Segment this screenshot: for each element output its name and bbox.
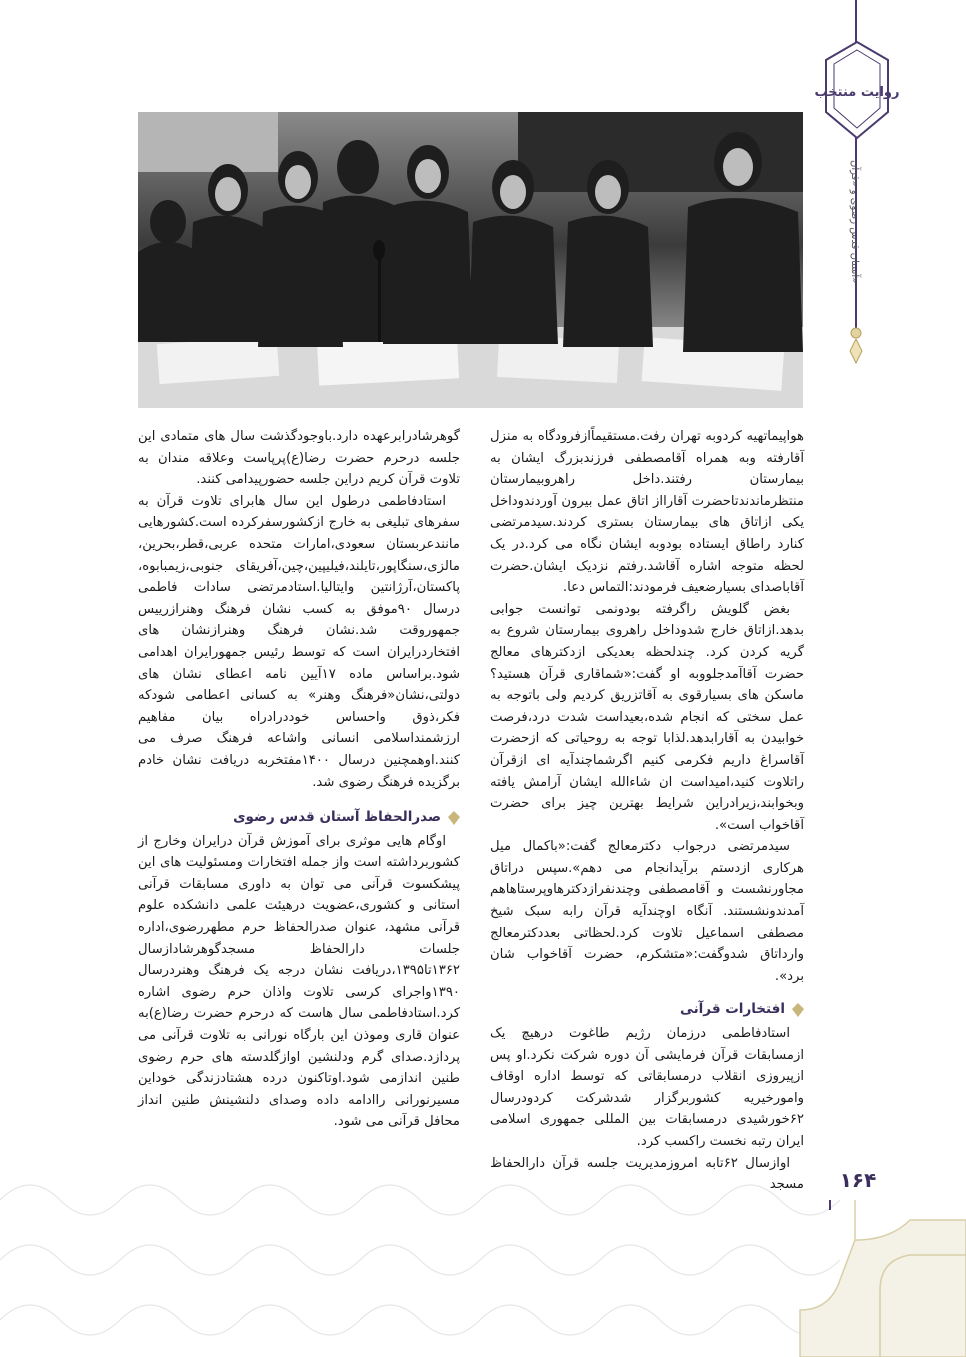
body-paragraph: سیدمرتضی درجواب دکترمعالج گفت:«باکمال میل هرکاری ازدستم برآیدانجام می دهم».سپس دراتاق مجاورنشست و آقامصطفی وچندنفرازدکترهاوپرستاهاهم آمدندونشستند. آنگاه اوچندآیه قرآن رابه سبک شیخ مصطفی اسماعیل تلاوت کرد.لحظاتی بعددکترمعالج وارداتاق شدوگفت:«متشکرم، حضرت آقاخواب شان برد». (490, 839, 804, 984)
section-heading-text: افتخارات قرآنی (679, 1001, 785, 1018)
section-heading-quranic-honors (490, 999, 804, 1021)
historical-photo (138, 112, 803, 408)
body-paragraph: استادفاطمی درطول این سال هابرای تلاوت قرآن به سفرهای تبلیغی به خارج ازکشورسفرکرده است.کشورهایی مانندعربستان سعودی،امارات متحده عربی،قطر،بحرین، مالزی،سنگاپور،تایلند،فیلیپین،چین،آفریقای جنوبی،زیمبابوه، پاکستان،آرژانتین وایتالیا.استادمرتضی سادات فاطمی درسال ۹۰موفق به کسب نشان فرهنگ وهنرازرییس جمهوروقت شد.نشان فرهنگ وهنرازنشان های افتخاردرایران است که توسط رئیس جمهورایران اهدامی شود.براساس ماده ۱۷آیین نامه اعطای نشان های دولتی،نشان«فرهنگ وهنر» به کسانی اعطامی شودکه فکر،ذوق واحساس خوددرادراه بیان مفاهیم ارزشمنداسلامی انسانی واشاعه فرهنگ صرف می کنند.اوهمچنین درسال ۱۴۰۰مفتخربه دریافت نشان خادم برگزیده فرهنگ رضوی شد. (138, 493, 460, 790)
logo-text: روایت منتخب (814, 85, 900, 100)
heading-bullet-icon (792, 1003, 804, 1017)
body-paragraph: اوازسال ۶۲تابه امروزمدیریت جلسه قرآن دارالحفاظ مسجد (490, 1155, 804, 1193)
body-paragraph: بغض گلویش راگرفته بودونمی توانست جوابی بدهد.ازاتاق خارج شدوداخل راهروی بیمارستان شروع به گریه کردن کرد. چندلحظه بعدیکی ازدکترهای معالج حضرت آقاآمدجلووبه او گفت:«شماقاری قرآن هستید؟ماسکن های بسیارقوی به آقاتزریق کردیم ولی باتوجه به عمل سختی که انجام شده،بعیداست شدت درد،فرصت خوابیدن به آقارابدهد.لذابا توجه به روحیاتی که ازحضرت آقاسراغ داریم فکرمی کنیم اگرشماچندآیه ای ازقرآن راتلاوت کنید،امیداست ان شاءالله ایشان آرامش یافته وبخوابند،زیرادراین شرایط بهترین چیز برای حضرت آقاخواب است». (490, 601, 804, 833)
body-paragraph: هواپیماتهیه کردوبه تهران رفت.مستقیماًازفرودگاه به منزل آقارفته وبه همراه آقامصطفی فرزندبزرگ ایشان به بیمارستان رفتند.داخل راهروبیمارستان منتظرماندندتاحضرت آقارااز اتاق عمل بیرون آوردندوداخل یکی ازاتاق های بیمارستان بستری کردند.سیدمرتضی کنارد راطاق ایستاده بودوبه ایشان نگاه می کرد.در یک لحظه متوجه اشاره آقاشد.رفتم نزدیک ایشان.حضرت آقاباصدای بسیارضعیف فرمودند:التماس دعا. (490, 429, 804, 596)
body-paragraph: اوگام هایی موثری برای آموزش قرآن درایران وخارج از کشوربرداشته است واز جمله افتخارات ومسئولیت های این پیشکسوت قرآنی می توان به داوری مسابقات قرآنی استانی و کشوری،عضویت درهیئت علمی دانشکده علوم قرآنی مشهد، عنوان صدرالحفاظ حرم مطهررضوی،اداره جلسات دارالحفاظ مسجدگوهرشادازسال ۱۳۶۲تا۱۳۹۵،دریافت نشان درجه یک فرهنگ وهنردرسال ۱۳۹۰واجرای کرسی تلاوت واذان حرم رضوی اشاره کرد.استادفاطمی سال هاست که درحرم حضرت رضا(ع)به عنوان قاری وموذن این بارگاه نورانی به تلاوت قرآنی می پردازد.صدای گرم ودلنشین اوازگلدسته های حرم رضوی طنین اندازمی شود.اوتاکنون درده هشتادزندگی خوداین مسیرنورانی راادامه داده وصدای دلنشینش طنین انداز محافل قرآنی می شود. (138, 833, 460, 1130)
heading-bullet-icon (448, 811, 460, 825)
page-number: ۱۶۴ (839, 1168, 877, 1192)
publication-logo (814, 40, 900, 140)
body-paragraph: گوهرشادرابرعهده دارد.باوجودگذشت سال های متمادی این جلسه درحرم حضرت رضا(ع)پرپاست وعلاقه مندان به تلاوت قرآن کریم دراین جلسه حضورپیدامی کنند. (138, 429, 460, 488)
running-head: آستان قدس رضوی و «قرآن» (849, 160, 860, 284)
section-heading-text: صدرالحفاظ آستان قدس رضوی (233, 809, 441, 826)
section-heading-sadr-al-hoffaz (138, 807, 460, 829)
right-text-column (490, 426, 804, 1196)
margin-pendant-ornament (846, 325, 866, 365)
photo-image (138, 112, 803, 408)
corner-arch-ornament (800, 1200, 966, 1357)
left-text-column (138, 426, 460, 1133)
body-paragraph: استادفاطمی درزمان رژیم طاغوت درهیچ یک ازمسابقات قرآن فرمایشی آن دوره شرکت نکرد.او پس ازپیروزی انقلاب درمسابقاتی که توسط اداره اوقاف وامورخیریه کشوربرگزار شدشرکت کردودرسال ۶۲خورشیدی درمسابقات بین المللی جمهوری اسلامی ایران رتبه نخست راکسب کرد. (490, 1026, 804, 1149)
